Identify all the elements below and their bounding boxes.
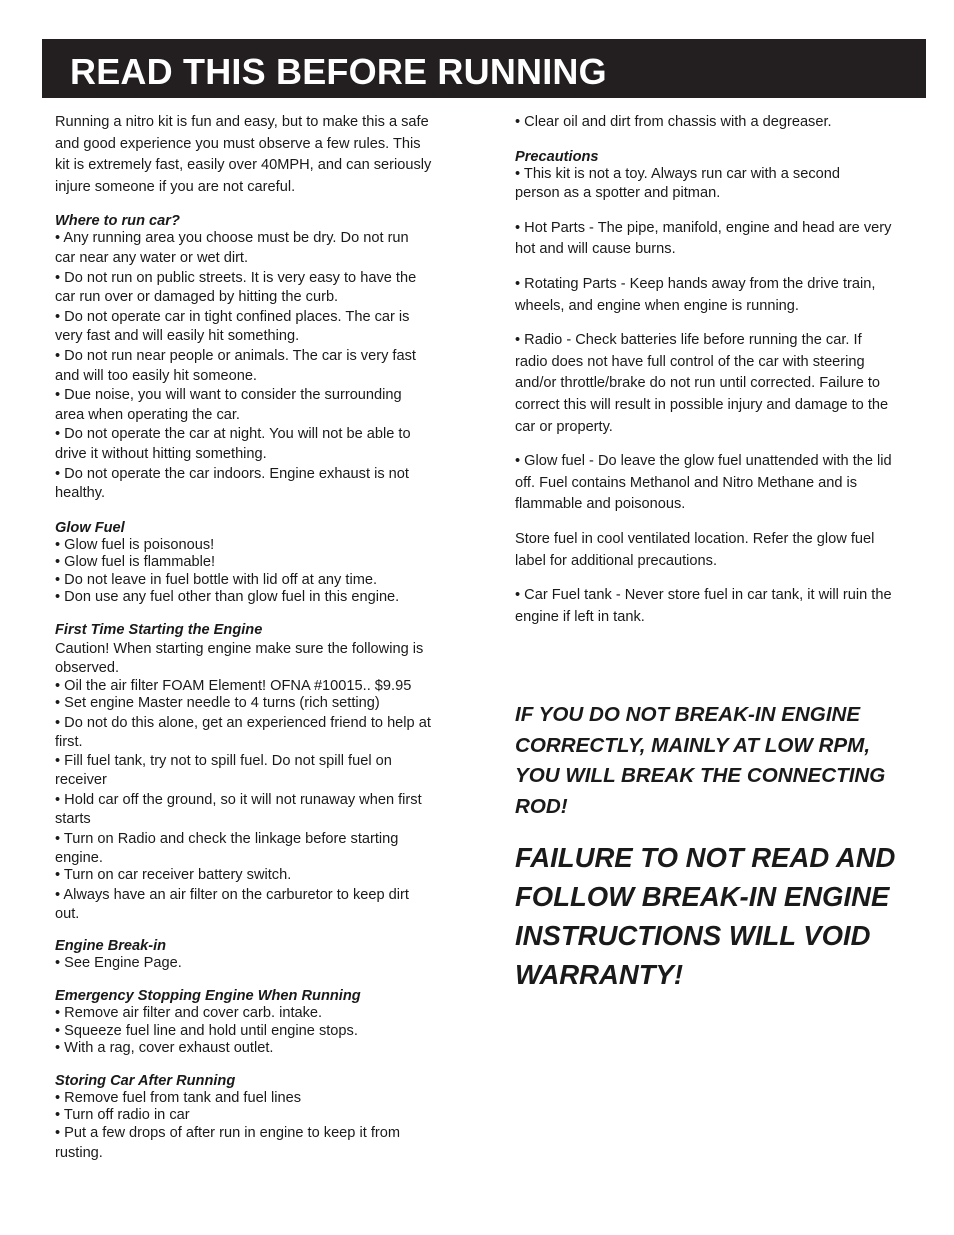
precaution-paragraph bbox=[515, 274, 925, 317]
list-item: out. bbox=[55, 905, 80, 922]
list-item: • Turn off radio in car bbox=[55, 1107, 190, 1124]
section-heading-first-start: First Time Starting the Engine bbox=[55, 622, 263, 639]
first-start-list bbox=[55, 639, 465, 923]
intro-line: injure someone if you are not careful. bbox=[55, 178, 296, 195]
list-item: • See Engine Page. bbox=[55, 955, 182, 972]
list-item: • Do not run on public streets. It is very easy to have the bbox=[55, 269, 417, 286]
list-item: • Glow fuel is flammable! bbox=[55, 554, 216, 571]
text-line: car or property. bbox=[515, 418, 613, 435]
list-item: • Hold car off the ground, so it will not runaway when first bbox=[55, 792, 422, 809]
text-line: engine if left in tank. bbox=[515, 608, 645, 625]
precaution-paragraph bbox=[515, 330, 925, 438]
warning-line: FAILURE TO NOT READ AND bbox=[515, 842, 896, 873]
list-item: • Don use any fuel other than glow fuel in this engine. bbox=[55, 589, 400, 606]
list-item: • Set engine Master needle to 4 turns (rich setting) bbox=[55, 695, 380, 712]
storing-list bbox=[55, 1090, 465, 1164]
list-item: receiver bbox=[55, 772, 107, 789]
emergency-list bbox=[55, 1005, 465, 1058]
left-column bbox=[55, 112, 465, 1164]
list-item: and will too easily hit someone. bbox=[55, 367, 257, 384]
text-line: • Hot Parts - The pipe, manifold, engine and head are very bbox=[515, 219, 892, 236]
list-item: • Do not operate car in tight confined places. The car is bbox=[55, 308, 410, 325]
section-heading-storing: Storing Car After Running bbox=[55, 1072, 236, 1089]
text-line: hot and will cause burns. bbox=[515, 241, 676, 258]
text-line: off. Fuel contains Methanol and Nitro Methane and is bbox=[515, 474, 858, 491]
list-item: • Squeeze fuel line and hold until engine stops. bbox=[55, 1022, 358, 1039]
list-item: observed. bbox=[55, 660, 120, 677]
list-item: car near any water or wet dirt. bbox=[55, 249, 249, 266]
list-item: rusting. bbox=[55, 1144, 103, 1161]
list-item: • Always have an air filter on the carburetor to keep dirt bbox=[55, 886, 409, 903]
precaution-paragraph bbox=[515, 529, 925, 572]
text-line: label for additional precautions. bbox=[515, 552, 718, 569]
list-item: Caution! When starting engine make sure the following is bbox=[55, 641, 424, 658]
text-line: • Radio - Check batteries life before running the car. If bbox=[515, 332, 862, 349]
list-item: • Glow fuel is poisonous! bbox=[55, 536, 215, 553]
section-heading-break-in: Engine Break-in bbox=[55, 938, 167, 955]
list-item: • Do not do this alone, get an experienced friend to help at bbox=[55, 714, 431, 731]
list-item: • Do not run near people or animals. The car is very fast bbox=[55, 347, 416, 364]
list-item: healthy. bbox=[55, 485, 106, 502]
text-line: Store fuel in cool ventilated location. Refer the glow fuel bbox=[515, 530, 875, 547]
text-line: • Glow fuel - Do leave the glow fuel unattended with the lid bbox=[515, 453, 892, 470]
warning-line: IF YOU DO NOT BREAK-IN ENGINE bbox=[515, 703, 861, 726]
precaution-paragraph bbox=[515, 451, 925, 516]
list-item: engine. bbox=[55, 849, 103, 866]
break-in-warning bbox=[515, 700, 935, 822]
list-item: • Put a few drops of after run in engine to keep it from bbox=[55, 1124, 401, 1141]
text-line: correct this will result in possible injury and damage to the bbox=[515, 396, 889, 413]
where-list bbox=[55, 230, 465, 504]
title-banner bbox=[42, 39, 926, 98]
list-item: car run over or damaged by hitting the curb. bbox=[55, 289, 339, 306]
text-line: • Car Fuel tank - Never store fuel in car tank, it will ruin the bbox=[515, 587, 892, 604]
precaution-paragraph bbox=[515, 218, 925, 261]
section-heading-emergency: Emergency Stopping Engine When Running bbox=[55, 988, 361, 1004]
list-item: • Do not leave in fuel bottle with lid off at any time. bbox=[55, 571, 378, 588]
text-line: wheels, and engine when engine is running. bbox=[515, 297, 799, 314]
intro-line: kit is extremely fast, easily over 40MPH, and can seriously bbox=[55, 157, 432, 174]
warning-line: FOLLOW BREAK-IN ENGINE bbox=[515, 881, 890, 912]
section-heading-where: Where to run car? bbox=[55, 213, 180, 230]
text-line: and/or throttle/brake do not run until corrected. Failure to bbox=[515, 375, 881, 392]
list-item: • Turn on car receiver battery switch. bbox=[55, 867, 292, 884]
precaution-paragraph bbox=[515, 166, 925, 205]
list-item: • Do not operate the car at night. You will not be able to bbox=[55, 426, 411, 443]
list-item: • Any running area you choose must be dry. Do not run bbox=[55, 230, 409, 247]
list-item: • Do not operate the car indoors. Engine exhaust is not bbox=[55, 465, 409, 482]
warning-line: YOU WILL BREAK THE CONNECTING bbox=[515, 764, 886, 787]
degreaser-note: • Clear oil and dirt from chassis with a degreaser. bbox=[515, 114, 832, 130]
intro-paragraph bbox=[55, 112, 465, 198]
warranty-warning bbox=[515, 838, 935, 994]
intro-line: Running a nitro kit is fun and easy, but to make this a safe bbox=[55, 114, 429, 130]
list-item: starts bbox=[55, 811, 91, 828]
list-item: first. bbox=[55, 733, 83, 750]
text-line: radio does not have full control of the car with steering bbox=[515, 353, 865, 370]
precaution-paragraph bbox=[515, 585, 925, 628]
text-line: person as a spotter and pitman. bbox=[515, 185, 721, 202]
list-item: drive it without hitting something. bbox=[55, 445, 267, 462]
list-item: • Fill fuel tank, try not to spill fuel. Do not spill fuel on bbox=[55, 753, 392, 770]
list-item: • Remove air filter and cover carb. intake. bbox=[55, 1005, 323, 1021]
list-item: • Turn on Radio and check the linkage before starting bbox=[55, 830, 399, 847]
section-heading-glow-fuel: Glow Fuel bbox=[55, 519, 125, 536]
intro-line: and good experience you must observe a few rules. This bbox=[55, 135, 421, 152]
warning-line: CORRECTLY, MAINLY AT LOW RPM, bbox=[515, 733, 871, 757]
list-item: very fast and will easily hit something. bbox=[55, 328, 300, 345]
list-item: • Remove fuel from tank and fuel lines bbox=[55, 1089, 302, 1106]
break-in-list bbox=[55, 955, 465, 973]
text-line: flammable and poisonous. bbox=[515, 496, 686, 513]
glow-fuel-list bbox=[55, 537, 465, 607]
text-line: • This kit is not a toy. Always run car with a second bbox=[515, 165, 840, 182]
warning-line: ROD! bbox=[515, 794, 568, 818]
page-title: READ THIS BEFORE RUNNING bbox=[70, 51, 607, 92]
right-column bbox=[515, 112, 925, 628]
list-item: area when operating the car. bbox=[55, 406, 240, 423]
text-line: • Rotating Parts - Keep hands away from the drive train, bbox=[515, 275, 876, 292]
list-item: • With a rag, cover exhaust outlet. bbox=[55, 1040, 274, 1057]
warning-line: WARRANTY! bbox=[515, 959, 684, 990]
warning-line: INSTRUCTIONS WILL VOID bbox=[515, 920, 871, 951]
section-heading-precautions: Precautions bbox=[515, 148, 599, 165]
list-item: • Oil the air filter FOAM Element! OFNA #10015.. $9.95 bbox=[55, 677, 412, 694]
list-item: • Due noise, you will want to consider the surrounding bbox=[55, 387, 402, 404]
